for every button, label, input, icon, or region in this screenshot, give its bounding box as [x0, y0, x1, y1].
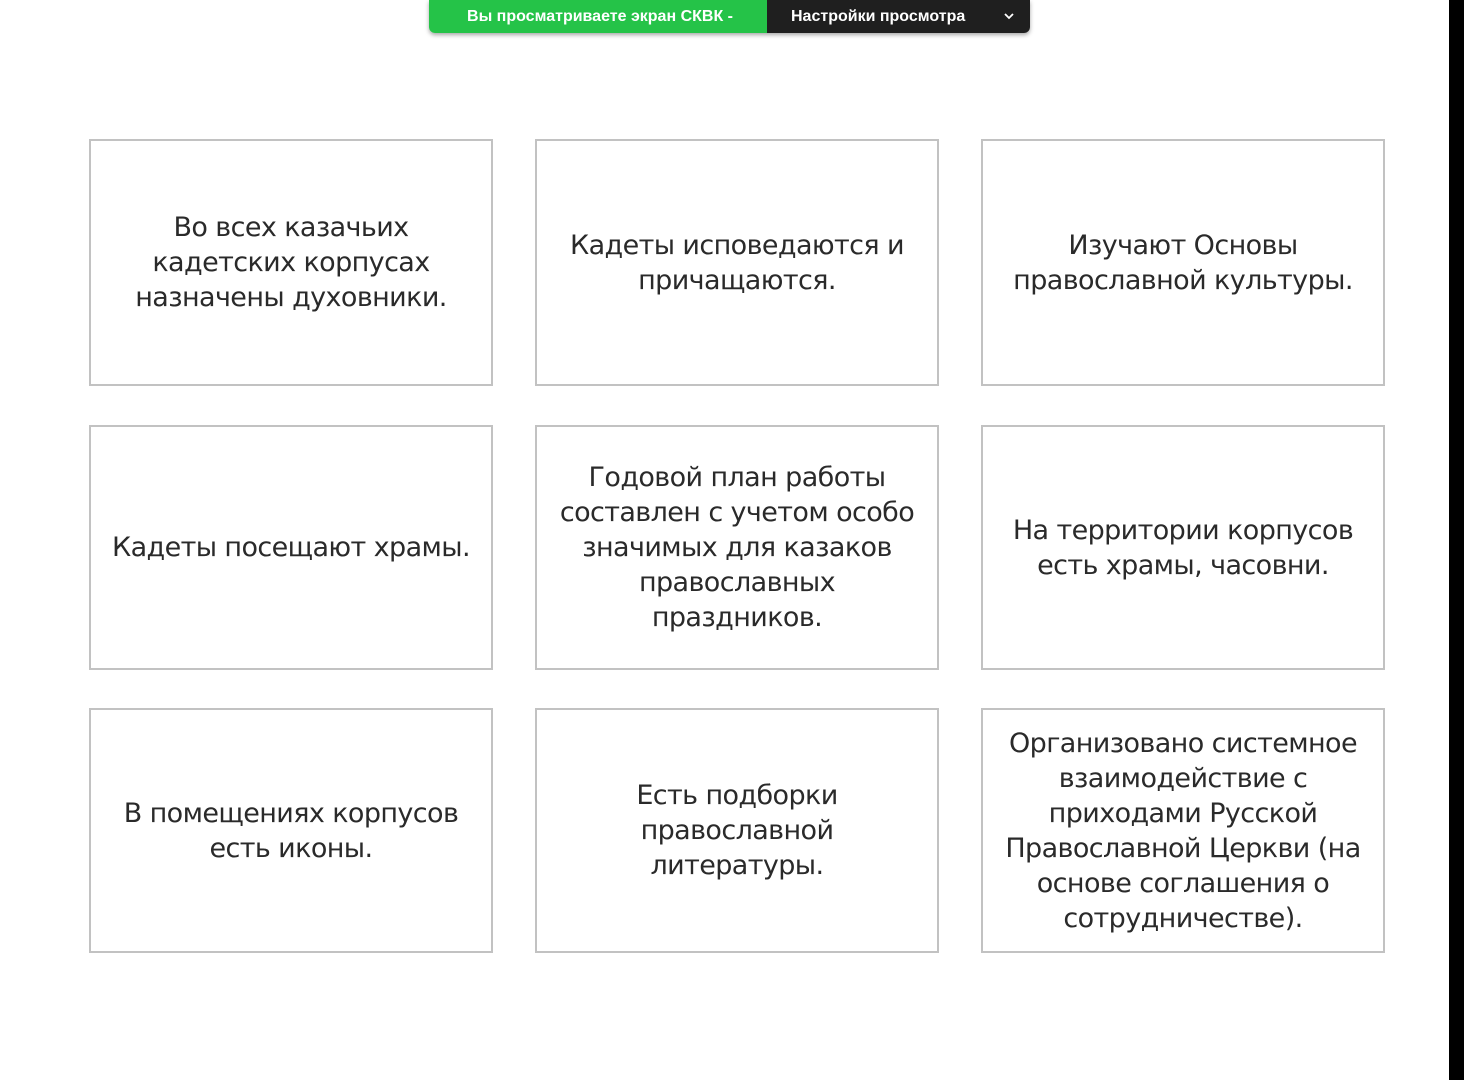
slide-card: [981, 139, 1385, 386]
view-options-label: Настройки просмотра: [791, 7, 966, 25]
card-text: Организовано системное взаимодействие с приходами Русской Православной Церкви (на основе соглашения о сотрудничестве).: [1005, 727, 1361, 934]
chevron-down-icon[interactable]: [1004, 12, 1014, 22]
card-text: В помещениях корпусов есть иконы.: [123, 797, 459, 864]
card-text: На территории корпусов есть храмы, часовни.: [1012, 514, 1354, 581]
card-text: Кадеты посещают храмы.: [112, 532, 470, 563]
slide-card: [981, 425, 1385, 670]
card-text: Кадеты исповедаются и причащаются.: [570, 229, 904, 296]
card-text: Во всех казачьих кадетских корпусах назначены духовники.: [135, 212, 447, 313]
slide-card: [981, 708, 1385, 953]
card-text: Годовой план работы составлен с учетом особо значимых для казаков православных праздников.: [559, 462, 915, 633]
slide-card: [89, 425, 493, 670]
slide-card: [535, 139, 939, 386]
screen-share-status: [429, 0, 767, 33]
slide-card: [535, 425, 939, 670]
slide-card: [535, 708, 939, 953]
card-text: Есть подборки православной литературы.: [636, 780, 838, 881]
slide-card: [89, 708, 493, 953]
screen-share-toolbar: [429, 0, 1030, 33]
card-text: Изучают Основы православной культуры.: [1013, 229, 1353, 296]
slide-card: [89, 139, 493, 386]
view-options-button[interactable]: [767, 0, 1030, 33]
screen-share-status-text: Вы просматриваете экран СКВК -: [467, 7, 733, 25]
